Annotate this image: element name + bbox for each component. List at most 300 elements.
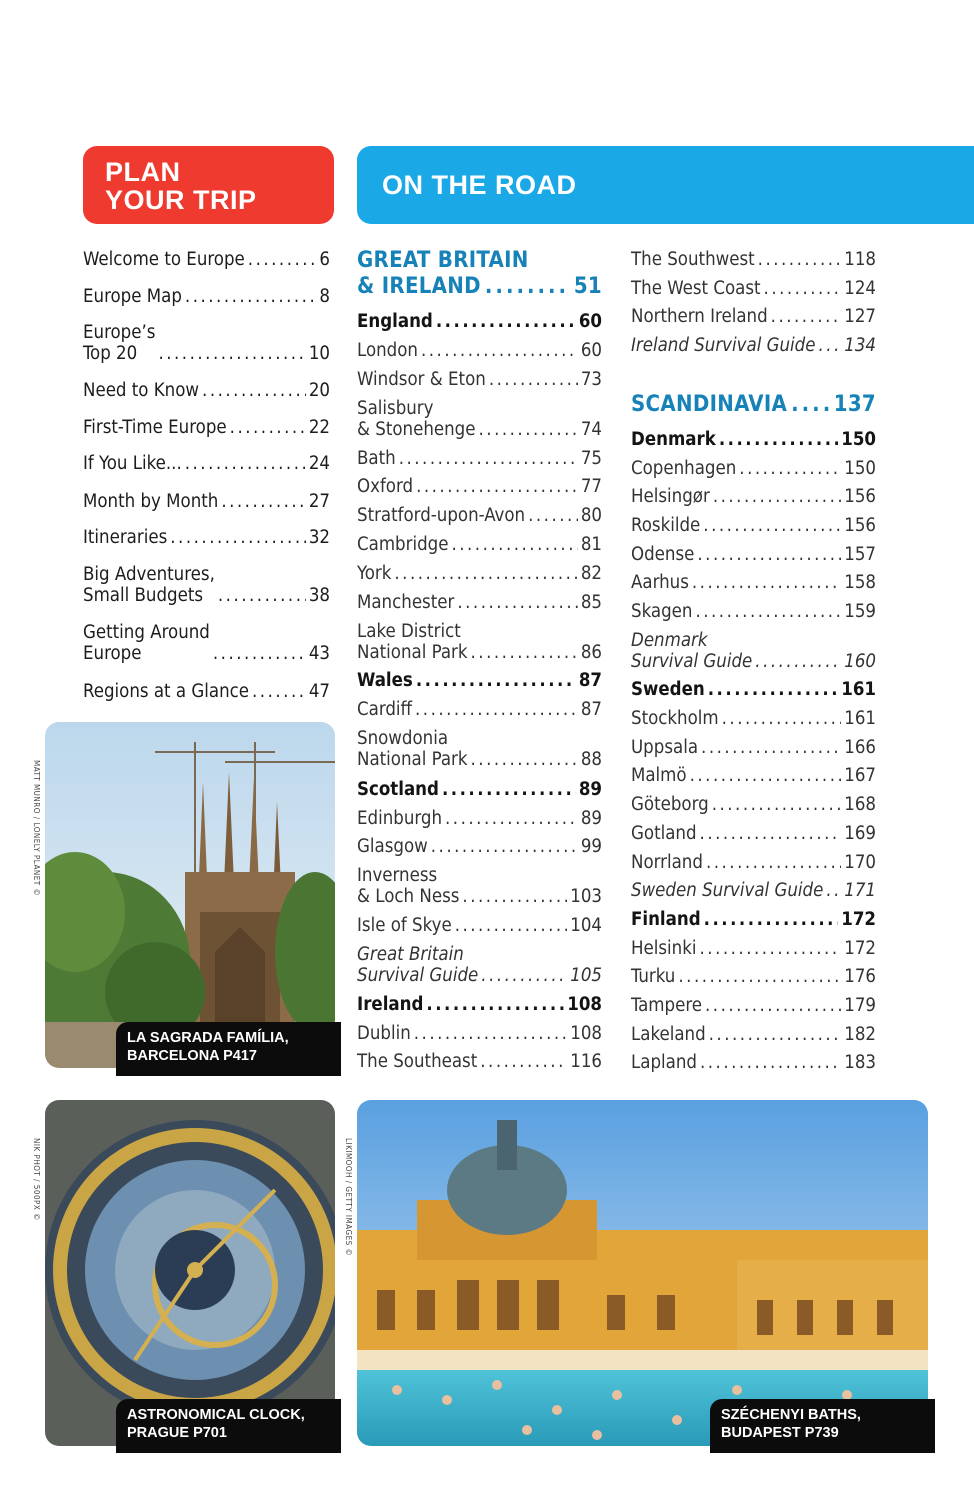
toc-entry-page: 134 (844, 335, 876, 356)
toc-entry-label (631, 601, 692, 622)
toc-entry-label-line: Month by Month (83, 491, 219, 512)
toc-entry-label (631, 458, 736, 479)
toc-entry-page: 116 (570, 1051, 602, 1072)
leader-dots (692, 572, 841, 593)
toc-entry-page: 179 (844, 995, 876, 1016)
on-the-road-header (357, 146, 974, 224)
toc-entry[interactable] (631, 458, 876, 479)
toc-entry-label-line: The Southeast (357, 1051, 478, 1072)
toc-entry-label (357, 1051, 477, 1072)
toc-entry-label-line: Stratford-upon-Avon (357, 505, 526, 526)
toc-entry[interactable] (83, 417, 330, 438)
leader-dots (708, 679, 839, 700)
section-title-line: & IRELAND (357, 274, 481, 299)
road-header-text: ON THE ROAD (382, 170, 577, 200)
caption-line: ASTRONOMICAL CLOCK, (127, 1407, 305, 1423)
toc-entry[interactable] (83, 249, 330, 270)
toc-entry-label-line: Denmark (631, 630, 708, 651)
leader-dots (185, 286, 317, 307)
toc-entry-label-line: Helsingør (631, 486, 710, 507)
toc-entry[interactable] (631, 572, 876, 593)
toc-entry-label-line: Northern Ireland (631, 306, 768, 327)
toc-entry-label (631, 880, 823, 901)
leader-dots (455, 915, 568, 936)
toc-entry[interactable] (357, 1051, 602, 1072)
toc-entry[interactable] (357, 1023, 602, 1044)
toc-entry-label (357, 476, 413, 497)
toc-entry-label (357, 448, 396, 469)
leader-dots (416, 476, 578, 497)
toc-entry-page: 80 (580, 505, 602, 526)
toc-entry-label-line: Cardiff (357, 699, 412, 720)
toc-entry-label-line: Europe (83, 643, 142, 664)
leader-dots (705, 995, 841, 1016)
toc-entry-page: 183 (844, 1052, 876, 1073)
toc-entry-label (631, 765, 687, 786)
toc-entry-label (357, 808, 442, 829)
leader-dots (700, 1052, 841, 1073)
leader-dots (481, 965, 567, 986)
toc-entry-page: 75 (580, 448, 602, 469)
toc-entry-label (631, 486, 710, 507)
toc-entry[interactable] (83, 380, 330, 401)
toc-entry-page: 82 (580, 563, 602, 584)
toc-entry-label-line: Ireland (357, 994, 424, 1015)
caption-line: LA SAGRADA FAMÍLIA, (127, 1030, 289, 1046)
toc-entry[interactable] (357, 944, 602, 986)
toc-entry[interactable] (631, 679, 876, 700)
photo-credit: MATT MUNRO / LONELY PLANET © (32, 760, 41, 897)
leader-dots (758, 249, 842, 270)
toc-entry-page: 171 (844, 880, 876, 901)
toc-entry-label-line: Tampere (631, 995, 703, 1016)
toc-entry-label-line: Oxford (357, 476, 414, 497)
toc-entry-label-line: Wales (357, 670, 413, 691)
leader-dots (701, 737, 841, 758)
toc-entry-page: 88 (580, 749, 602, 770)
toc-entry[interactable] (631, 823, 876, 844)
leader-dots (213, 643, 306, 664)
leader-dots (414, 1023, 567, 1044)
toc-entry-label-line: Stockholm (631, 708, 719, 729)
leader-dots (755, 651, 841, 672)
toc-entry[interactable] (631, 1052, 876, 1073)
toc-entry-label-line: Skagen (631, 601, 693, 622)
toc-entry[interactable] (357, 340, 602, 361)
toc-entry[interactable] (631, 938, 876, 959)
toc-entry-label (631, 852, 703, 873)
leader-dots (471, 642, 578, 663)
toc-entry-page: 85 (580, 592, 602, 613)
toc-entry-label (83, 249, 245, 270)
toc-entry-label (83, 453, 182, 474)
toc-entry[interactable] (631, 852, 876, 873)
photo-sagrada-familia (45, 722, 335, 1068)
caption-line: PRAGUE P701 (127, 1425, 227, 1441)
toc-entry[interactable] (357, 563, 602, 584)
toc-entry[interactable] (631, 708, 876, 729)
photo-credit: NIK PHOT / 500PX © (32, 1138, 41, 1221)
szechenyi-baths-image (357, 1100, 928, 1446)
section-title-page: 137 (833, 392, 876, 417)
toc-entry-label-line: Great Britain (357, 944, 464, 965)
toc-entry-page: 47 (308, 681, 330, 702)
toc-entry-page: 60 (578, 311, 602, 332)
toc-entry-label (83, 622, 210, 664)
toc-entry[interactable] (631, 794, 876, 815)
toc-entry-page: 77 (580, 476, 602, 497)
toc-entry-label (357, 944, 478, 986)
toc-entry-page: 169 (844, 823, 876, 844)
leader-dots (764, 278, 842, 299)
toc-entry-label-line: Europe’s (83, 322, 156, 343)
sagrada-familia-image (45, 722, 335, 1068)
toc-entry-label (631, 794, 709, 815)
toc-entry[interactable] (357, 505, 602, 526)
leader-dots (713, 486, 841, 507)
toc-entry-page: 118 (844, 249, 876, 270)
toc-entry-label-line: Europe Map (83, 286, 182, 307)
toc-entry-page: 168 (844, 794, 876, 815)
toc-entry-label (357, 670, 413, 691)
toc-entry-label (357, 505, 525, 526)
toc-entry-label-line: Manchester (357, 592, 455, 613)
leader-dots (445, 808, 578, 829)
toc-entry[interactable] (357, 448, 602, 469)
toc-entry-label (631, 995, 702, 1016)
toc-entry[interactable] (631, 515, 876, 536)
toc-entry-label-line: Odense (631, 544, 695, 565)
toc-entry[interactable] (631, 306, 876, 327)
toc-entry-label-line: Lake District (357, 621, 461, 642)
toc-entry-label-line: Itineraries (83, 527, 168, 548)
toc-entry-page: 87 (580, 699, 602, 720)
toc-entry[interactable] (631, 544, 876, 565)
toc-entry-label (357, 311, 433, 332)
leader-dots (451, 534, 577, 555)
leader-dots (703, 515, 841, 536)
toc-entry[interactable] (83, 491, 330, 512)
toc-entry[interactable] (631, 278, 876, 299)
toc-entry-page: 127 (844, 306, 876, 327)
toc-entry-label (83, 417, 227, 438)
toc-entry[interactable] (357, 534, 602, 555)
toc-entry[interactable] (357, 808, 602, 829)
toc-entry-label-line: & Loch Ness (357, 886, 460, 907)
toc-entry-label (631, 1024, 706, 1045)
toc-entry[interactable] (83, 681, 330, 702)
toc-entry[interactable] (357, 670, 602, 691)
toc-entry-label-line: Glasgow (357, 836, 428, 857)
section-title-scandinavia[interactable] (631, 392, 876, 418)
toc-entry-label (83, 322, 155, 364)
toc-entry[interactable] (83, 622, 330, 664)
toc-entry-page: 150 (844, 458, 876, 479)
toc-entry-label-line: Scotland (357, 779, 439, 800)
toc-entry-label (83, 491, 218, 512)
toc-entry-label (357, 1023, 411, 1044)
toc-entry-label-line: Uppsala (631, 737, 699, 758)
leader-dots (185, 453, 306, 474)
toc-entry-label (631, 306, 768, 327)
toc-entry-page: 158 (844, 572, 876, 593)
toc-entry-label-line: Bath (357, 448, 396, 469)
toc-entry-page: 124 (844, 278, 876, 299)
toc-entry[interactable] (631, 429, 876, 450)
leader-dots (399, 448, 578, 469)
section-title-page: 51 (573, 274, 602, 299)
toc-entry-label (83, 564, 215, 606)
toc-entry-label (357, 398, 476, 440)
leader-dots (202, 380, 306, 401)
toc-entry-label (357, 340, 418, 361)
toc-entry-label (357, 728, 468, 770)
toc-entry-label (631, 737, 698, 758)
toc-entry-label (631, 630, 752, 672)
caption-szechenyi-baths (710, 1399, 935, 1453)
toc-entry-page: 103 (570, 886, 602, 907)
leader-dots (221, 491, 305, 512)
toc-entry-page: 27 (308, 491, 330, 512)
leader-dots (719, 429, 838, 450)
toc-entry[interactable] (631, 1024, 876, 1045)
toc-entry-page: 160 (844, 651, 876, 672)
leader-dots (697, 544, 841, 565)
toc-entry-page: 60 (580, 340, 602, 361)
toc-entry-label (83, 681, 249, 702)
toc-entry[interactable] (357, 476, 602, 497)
toc-entry-page: 150 (841, 429, 876, 450)
leader-dots (462, 886, 567, 907)
toc-entry[interactable] (357, 994, 602, 1015)
toc-entry-label-line: Need to Know (83, 380, 200, 401)
toc-entry-label-line: Lakeland (631, 1024, 706, 1045)
leader-dots (218, 585, 306, 606)
toc-entry-label-line: Inverness (357, 865, 438, 886)
toc-entry-label-line: Malmö (631, 765, 687, 786)
toc-entry[interactable] (357, 592, 602, 613)
toc-entry-label-line: Göteborg (631, 794, 709, 815)
leader-dots (431, 836, 578, 857)
astronomical-clock-image (45, 1100, 335, 1446)
leader-dots (709, 1024, 842, 1045)
toc-entry[interactable] (357, 865, 602, 907)
toc-entry[interactable] (357, 836, 602, 857)
toc-entry-label-line: The Southwest (631, 249, 755, 270)
toc-entry-label-line: Survival Guide (631, 651, 753, 672)
toc-entry-page: 108 (570, 1023, 602, 1044)
toc-entry-label (631, 909, 701, 930)
toc-entry[interactable] (631, 995, 876, 1016)
toc-entry-page: 74 (580, 419, 602, 440)
photo-szechenyi-baths (357, 1100, 928, 1446)
toc-entry[interactable] (631, 335, 876, 356)
plan-your-trip-header (83, 146, 334, 224)
toc-entry-label (357, 563, 391, 584)
toc-entry-label-line: Turku (631, 966, 676, 987)
toc-entry-label (631, 1052, 697, 1073)
toc-entry-label-line: National Park (357, 749, 468, 770)
toc-entry[interactable] (83, 286, 330, 307)
toc-entry-label-line: Windsor & Eton (357, 369, 486, 390)
leader-dots (700, 938, 842, 959)
toc-entry-page: 161 (844, 708, 876, 729)
section-title-great-britain[interactable] (357, 248, 602, 300)
leader-dots (426, 994, 564, 1015)
toc-entry-label (631, 335, 816, 356)
toc-entry-label-line: Gotland (631, 823, 697, 844)
toc-entry[interactable] (357, 699, 602, 720)
toc-entry[interactable] (357, 621, 602, 663)
toc-entry-label (631, 544, 694, 565)
leader-dots (712, 794, 842, 815)
toc-entry[interactable] (357, 728, 602, 770)
toc-entry-page: 161 (841, 679, 876, 700)
toc-entry[interactable] (631, 909, 876, 930)
toc-entry-label-line: Getting Around (83, 622, 210, 643)
toc-entry-label-line: Sweden (631, 679, 705, 700)
toc-entry-label (357, 369, 486, 390)
toc-entry-label-line: & Stonehenge (357, 419, 476, 440)
leader-dots (690, 765, 842, 786)
leader-dots (230, 417, 306, 438)
plan-header-line-1: PLAN (105, 157, 181, 187)
toc-entry-page: 24 (308, 453, 330, 474)
toc-entry-label (631, 938, 697, 959)
toc-entry-page: 32 (308, 527, 330, 548)
toc-entry-label-line: Dublin (357, 1023, 411, 1044)
toc-entry-label-line: First-Time Europe (83, 417, 227, 438)
toc-entry-label-line: Ireland Survival Guide (631, 335, 816, 356)
caption-sagrada-familia (116, 1022, 341, 1076)
toc-entry-page: 81 (580, 534, 602, 555)
leader-dots (436, 311, 576, 332)
toc-entry-label-line: The West Coast (631, 278, 761, 299)
toc-entry[interactable] (83, 453, 330, 474)
toc-entry[interactable] (357, 779, 602, 800)
leader-dots (394, 563, 577, 584)
toc-entry[interactable] (631, 765, 876, 786)
toc-entry-page: 89 (580, 808, 602, 829)
caption-line: BARCELONA P417 (127, 1048, 257, 1064)
leader-dots (252, 681, 306, 702)
toc-entry[interactable] (357, 369, 602, 390)
leader-dots (457, 592, 577, 613)
toc-entry-label (357, 836, 428, 857)
toc-entry[interactable] (631, 630, 876, 672)
toc-entry-page: 172 (841, 909, 876, 930)
section-title-line: GREAT BRITAIN (357, 248, 529, 273)
toc-entry-label (357, 592, 454, 613)
toc-entry[interactable] (631, 486, 876, 507)
photo-credit: LIKIMOOH / GETTY IMAGES © (344, 1138, 353, 1257)
toc-entry-label (357, 779, 439, 800)
toc-entry-page: 157 (844, 544, 876, 565)
toc-entry-page: 86 (580, 642, 602, 663)
toc-entry-page: 43 (308, 643, 330, 664)
toc-entry-label (631, 823, 697, 844)
toc-entry-label-line: Denmark (631, 429, 716, 450)
toc-entry-page: 182 (844, 1024, 876, 1045)
toc-entry-page: 172 (844, 938, 876, 959)
toc-entry[interactable] (631, 737, 876, 758)
toc-entry-label (631, 572, 689, 593)
toc-entry-label-line: Big Adventures, (83, 564, 215, 585)
toc-entry-label-line: Aarhus (631, 572, 689, 593)
toc-entry-label-line: Cambridge (357, 534, 449, 555)
toc-entry-label (83, 527, 167, 548)
photo-astronomical-clock (45, 1100, 335, 1446)
toc-entry[interactable] (631, 601, 876, 622)
toc-entry-label (83, 286, 182, 307)
toc-entry[interactable] (631, 249, 876, 270)
toc-entry-page: 104 (570, 915, 602, 936)
leader-dots (704, 909, 839, 930)
toc-entry[interactable] (357, 398, 602, 440)
toc-entry[interactable] (83, 564, 330, 606)
toc-entry-label-line: Edinburgh (357, 808, 443, 829)
toc-entry-page: 167 (844, 765, 876, 786)
leader-dots (826, 880, 841, 901)
toc-entry-label-line: Helsinki (631, 938, 697, 959)
leader-dots (415, 699, 578, 720)
toc-entry-page: 176 (844, 966, 876, 987)
toc-entry-page: 108 (567, 994, 602, 1015)
toc-entry-label (357, 699, 412, 720)
toc-entry[interactable] (83, 322, 330, 364)
toc-entry-page: 22 (308, 417, 330, 438)
leader-dots (442, 779, 576, 800)
toc-entry-label (357, 865, 459, 907)
toc-entry-label-line: Salisbury (357, 398, 434, 419)
leader-dots (248, 249, 317, 270)
toc-entry-page: 99 (580, 836, 602, 857)
toc-entry[interactable] (631, 966, 876, 987)
toc-entry-label-line: If You Like... (83, 453, 182, 474)
toc-entry-page: 156 (844, 486, 876, 507)
toc-entry-page: 166 (844, 737, 876, 758)
toc-entry-label-line: London (357, 340, 418, 361)
toc-entry-label (631, 249, 755, 270)
leader-dots (739, 458, 841, 479)
toc-entry[interactable] (357, 915, 602, 936)
toc-entry-label-line: Survival Guide (357, 965, 479, 986)
toc-entry-page: 170 (844, 852, 876, 873)
toc-entry-page: 20 (308, 380, 330, 401)
leader-dots (528, 505, 578, 526)
toc-entry-label-line: England (357, 311, 433, 332)
toc-entry-page: 87 (578, 670, 602, 691)
toc-entry-label (357, 534, 448, 555)
toc-entry-label-line: Copenhagen (631, 458, 737, 479)
toc-entry-page: 105 (570, 965, 602, 986)
leader-dots (170, 527, 306, 548)
toc-entry-label (357, 915, 452, 936)
leader-dots (471, 749, 578, 770)
toc-entry[interactable] (357, 311, 602, 332)
plan-header-line-2: YOUR TRIP (105, 185, 257, 215)
toc-entry[interactable] (83, 527, 330, 548)
toc-entry[interactable] (631, 880, 876, 901)
toc-entry-page: 10 (308, 343, 330, 364)
toc-entry-label (631, 679, 705, 700)
toc-entry-label-line: York (357, 563, 392, 584)
toc-entry-label (83, 380, 199, 401)
caption-astronomical-clock (116, 1399, 341, 1453)
toc-entry-label (631, 515, 700, 536)
leader-dots (819, 335, 842, 356)
toc-entry-label (631, 708, 719, 729)
